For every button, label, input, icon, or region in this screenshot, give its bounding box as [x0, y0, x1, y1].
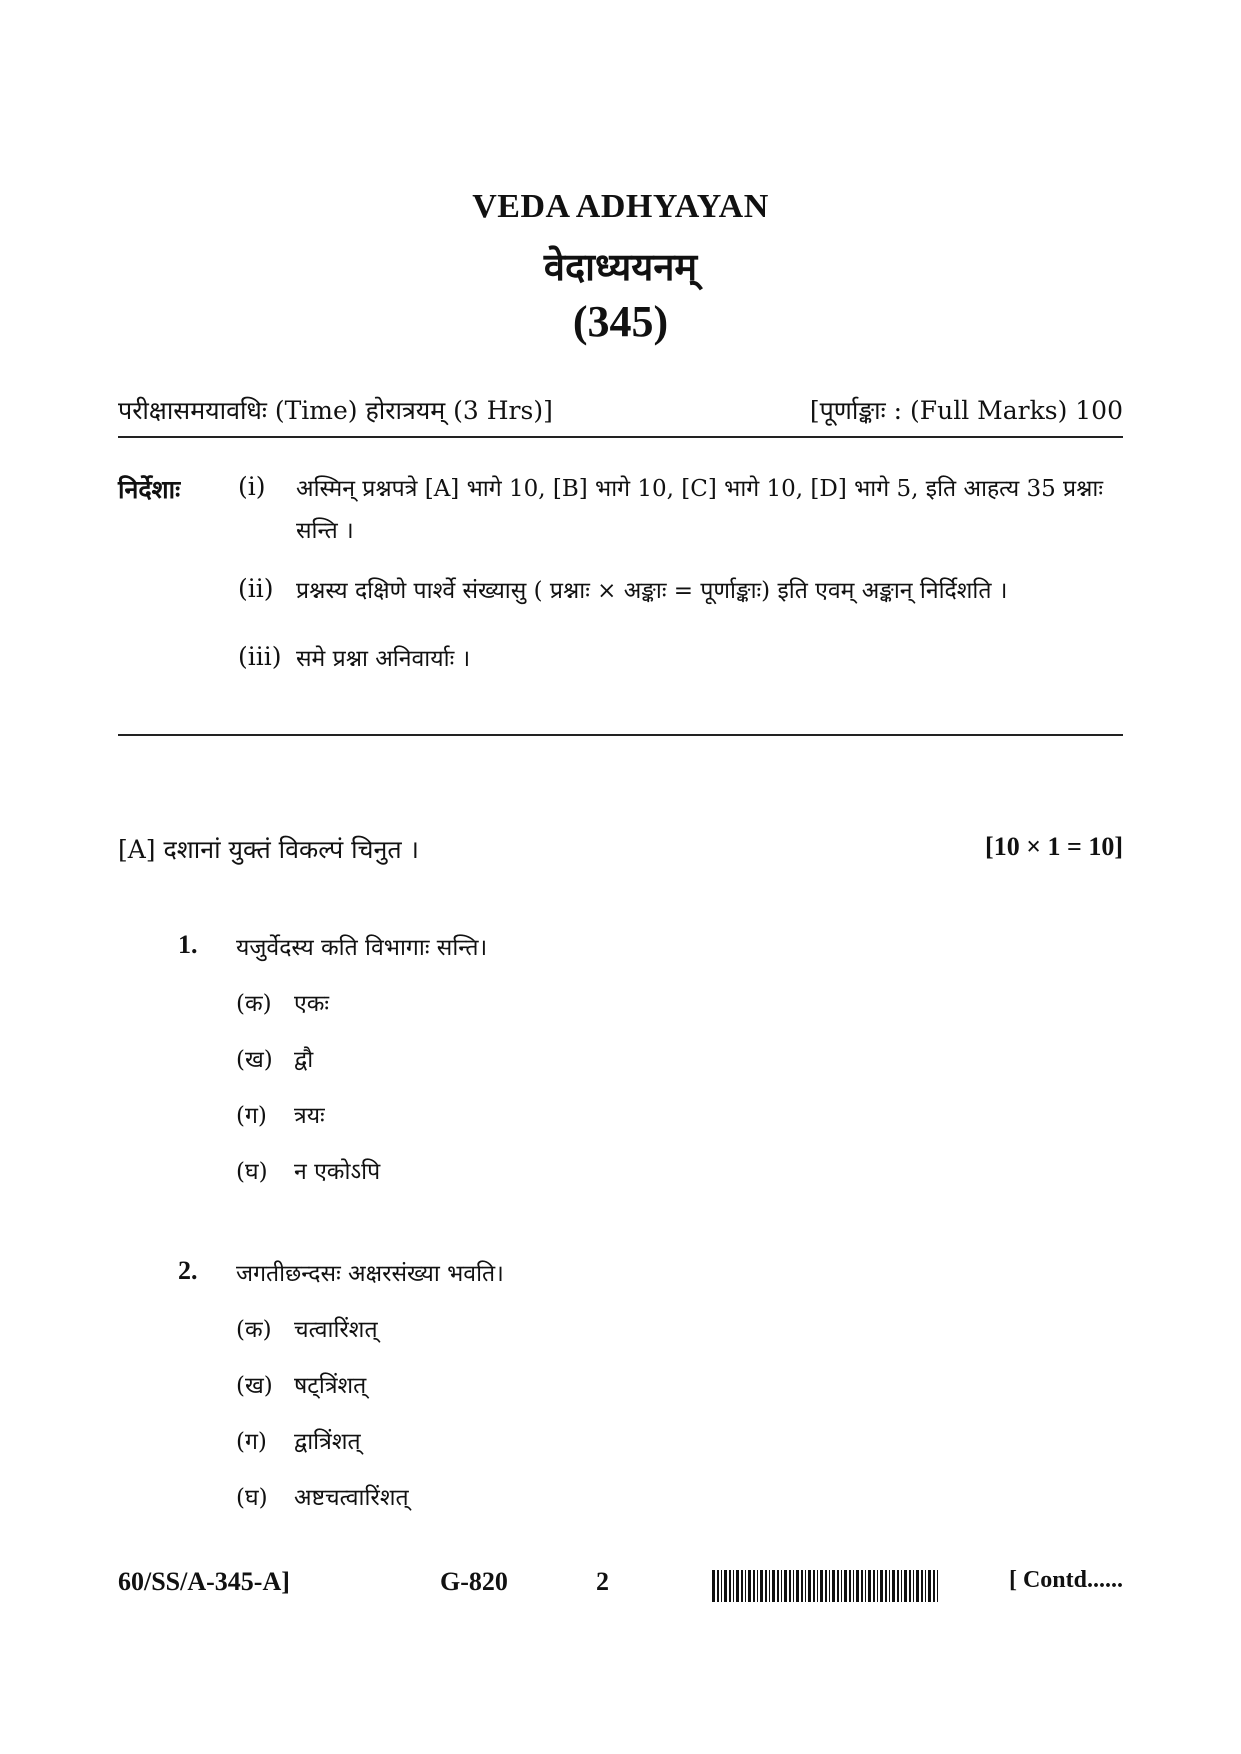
barcode-bar — [817, 1570, 818, 1602]
barcode-bar — [741, 1570, 743, 1602]
divider-top — [118, 436, 1123, 438]
barcode-bar — [745, 1570, 746, 1602]
divider-bottom — [118, 734, 1123, 736]
barcode-bar — [736, 1570, 739, 1602]
section-heading: [A] दशानां युक्तं विकल्पं चिनुत । — [118, 835, 419, 864]
option-text: एकः — [294, 991, 330, 1017]
barcode-bar — [933, 1570, 935, 1602]
barcode-bar — [712, 1570, 715, 1602]
barcode-bar — [844, 1570, 847, 1602]
barcode-bar — [829, 1570, 830, 1602]
barcode-image — [712, 1570, 942, 1602]
option — [236, 1154, 380, 1186]
barcode-bar — [865, 1570, 866, 1602]
barcode-bar — [765, 1570, 767, 1602]
barcode-bar — [873, 1570, 875, 1602]
barcode-bar — [760, 1570, 763, 1602]
barcode-bar — [841, 1570, 842, 1602]
barcode-bar — [801, 1570, 803, 1602]
barcode-bar — [748, 1570, 751, 1602]
option-text: द्वौ — [294, 1047, 314, 1073]
barcode-bar — [733, 1570, 734, 1602]
instruction-number: (iii) — [238, 642, 282, 671]
option-label: (घ) — [236, 1159, 268, 1185]
barcode-bar — [717, 1570, 719, 1602]
barcode-bar — [813, 1570, 815, 1602]
barcode-bar — [825, 1570, 827, 1602]
option-label: (ग) — [236, 1429, 267, 1455]
option — [236, 1312, 378, 1344]
barcode-bar — [729, 1570, 731, 1602]
barcode-bar — [837, 1570, 839, 1602]
time-duration: परीक्षासमयावधिः (Time) होरात्रयम् (3 Hrs)] — [118, 396, 553, 425]
barcode-bar — [913, 1570, 914, 1602]
barcode-bar — [880, 1570, 883, 1602]
question-text: जगतीछन्दसः अक्षरसंख्या भवति। — [236, 1261, 504, 1287]
barcode-bar — [868, 1570, 871, 1602]
barcode-bar — [805, 1570, 806, 1602]
option-label: (ग) — [236, 1103, 267, 1129]
barcode-bar — [877, 1570, 878, 1602]
question-text: यजुर्वेदस्य कति विभागाः सन्ति। — [236, 935, 488, 961]
series-code: G-820 — [440, 1567, 508, 1596]
barcode-bar — [937, 1570, 938, 1602]
barcode-bar — [777, 1570, 779, 1602]
barcode-bar — [832, 1570, 835, 1602]
instructions-heading: निर्देशाः — [118, 475, 181, 504]
option-text: न एकोऽपि — [294, 1159, 381, 1185]
barcode-bar — [901, 1570, 902, 1602]
section-marks: [10 × 1 = 10] — [985, 832, 1123, 861]
barcode-bar — [892, 1570, 895, 1602]
option-label: (ख) — [236, 1373, 273, 1399]
barcode-bar — [820, 1570, 823, 1602]
continued-note: [ Contd...... — [1008, 1567, 1123, 1593]
option-text: त्रयः — [294, 1103, 325, 1129]
barcode-bar — [757, 1570, 758, 1602]
option — [236, 1480, 409, 1512]
barcode-bar — [889, 1570, 890, 1602]
barcode-bar — [784, 1570, 787, 1602]
barcode-bar — [861, 1570, 863, 1602]
paper-code: 60/SS/A-345-A] — [118, 1567, 290, 1596]
barcode-bar — [909, 1570, 911, 1602]
barcode-bar — [928, 1570, 931, 1602]
option — [236, 1042, 313, 1074]
option-text: षट्त्रिंशत् — [294, 1373, 367, 1399]
option-text: द्वात्रिंशत् — [294, 1429, 361, 1455]
barcode-bar — [808, 1570, 811, 1602]
option-label: (क) — [236, 1317, 272, 1343]
barcode-bar — [925, 1570, 926, 1602]
instruction-number: (ii) — [238, 574, 274, 603]
paper-title-english: VEDA ADHYAYAN — [472, 188, 769, 225]
barcode-bar — [897, 1570, 899, 1602]
paper-subject-code: (345) — [572, 297, 669, 346]
barcode-bar — [885, 1570, 887, 1602]
barcode-bar — [921, 1570, 923, 1602]
barcode-bar — [753, 1570, 755, 1602]
option — [236, 1424, 361, 1456]
instruction-text: प्रश्नस्य दक्षिणे पार्श्वे संख्यासु ( प्रश्नाः × अङ्काः = पूर्णाङ्काः) इति एवम् अङ्कान् निर्दिशति । — [296, 578, 1008, 604]
question-number: 1. — [178, 930, 198, 959]
option-text: अष्टचत्वारिंशत् — [294, 1485, 409, 1511]
barcode-bar — [849, 1570, 851, 1602]
instruction-text: समे प्रश्ना अनिवार्याः । — [296, 646, 471, 672]
instruction-number: (i) — [238, 472, 266, 501]
option-label: (क) — [236, 991, 272, 1017]
barcode-bar — [789, 1570, 791, 1602]
barcode-bar — [721, 1570, 722, 1602]
barcode-bar — [916, 1570, 919, 1602]
paper-title-sanskrit: वेदाध्ययनम् — [543, 244, 698, 289]
option-text: चत्वारिंशत् — [294, 1317, 378, 1343]
barcode-bar — [796, 1570, 799, 1602]
page-number: 2 — [596, 1567, 609, 1596]
question-number: 2. — [178, 1256, 198, 1285]
barcode-bar — [724, 1570, 727, 1602]
barcode-bar — [772, 1570, 775, 1602]
option — [236, 1098, 325, 1130]
option — [236, 1368, 366, 1400]
instruction-text: अस्मिन् प्रश्नपत्रे [A] भागे 10, [B] भागे 10, [C] भागे 10, [D] भागे 5, इति आहत्य 35 प्रश्नाः सन्ति । — [296, 476, 1104, 544]
full-marks: [पूर्णाङ्काः : (Full Marks) 100 — [809, 396, 1123, 425]
option-label: (ख) — [236, 1047, 273, 1073]
barcode-bar — [904, 1570, 907, 1602]
option — [236, 986, 329, 1018]
barcode-bar — [856, 1570, 859, 1602]
barcode-bar — [769, 1570, 770, 1602]
barcode-bar — [793, 1570, 794, 1602]
option-label: (घ) — [236, 1485, 268, 1511]
barcode-bar — [781, 1570, 782, 1602]
barcode-bar — [853, 1570, 854, 1602]
